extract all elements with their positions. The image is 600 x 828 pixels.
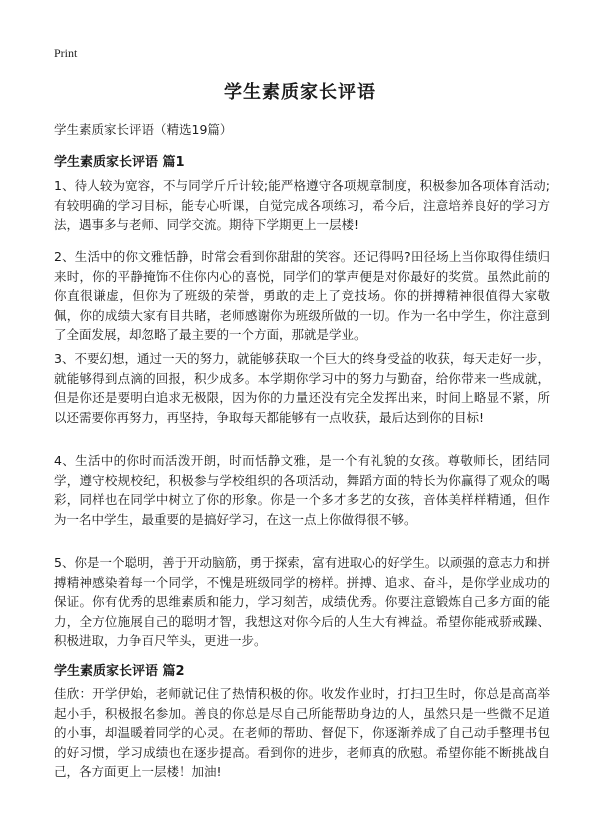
paragraph: 4、生活中的你时而活泼开朗，时而恬静文雅，是一个有礼貌的女孩。尊敬师长，团结同学，遵守校规校纪，积极参与学校组织的各项活动，舞蹈方面的特长为你赢得了观众的喝彩，同样也在同学中树立了你的形象。你是一个多才多艺的女孩，音体美样样精通，但作为一名中学生，最重要的是搞好学习，在这一点上你做得很不够。 — [54, 453, 550, 527]
paragraph: 5、你是一个聪明，善于开动脑筋，勇于探索，富有进取心的好学生。以顽强的意志力和拼搏精神感染着每一个同学，不愧是班级同学的榜样。拼搏、追求、奋斗，是你学业成功的保证。你有优秀的思维素质和能力，学习刻苦，成绩优秀。你要注意锻炼自己多方面的能力，全方位施展自己的聪明才智，我想这对你今后的人生大有裨益。希望你能戒骄戒躁、积极进取，力争百尺竿头，更进一步。 — [54, 555, 550, 648]
paragraph: 佳欣：开学伊始，老师就记住了热情积极的你。收发作业时，打扫卫生时，你总是高高举起小手，积极报名参加。善良的你总是尽自己所能帮助身边的人，虽然只是一些微不足道的小事，却温暖着同学的心灵。在老师的帮助、督促下，你逐渐养成了自己动手整理书包的好习惯，学习成绩也在逐步提高。看到你的进步，老师真的欣慰。希望你能不断挑战自己，各方面更上一层楼！加油! — [54, 686, 550, 779]
paragraph: 3、不要幻想，通过一天的努力，就能够获取一个巨大的终身受益的收获，每天走好一步，就能够得到点滴的回报，积少成多。本学期你学习中的努力与勤奋，给你带来一些成就，但是你还是要明白追求无极限，因为你的力量还没有完全发挥出来，时间上略显不紧，所以还需要你再努力，再坚持，争取每天都能够有一点收获，最后达到你的目标! — [54, 351, 550, 425]
document-subtitle: 学生素质家长评语（精选19篇） — [54, 122, 233, 137]
section-heading-2: 学生素质家长评语 篇2 — [54, 664, 185, 679]
print-link[interactable]: Print — [54, 46, 78, 60]
section-heading-1: 学生素质家长评语 篇1 — [54, 155, 185, 170]
page-title: 学生素质家长评语 — [224, 82, 376, 103]
paragraph: 2、生活中的你文雅恬静，时常会看到你甜甜的笑容。还记得吗?田径场上当你取得佳绩归来时，你的平静掩饰不住你内心的喜悦，同学们的掌声便是对你最好的奖赏。虽然此前的你直很谦虚，但你为了班级的荣誉，勇敢的走上了竞技场。你的拼搏精神很值得大家敬佩，你的成绩大家有目共睹，老师感谢你为班级所做的一切。作为一名中学生，你注意到了全面发展，却忽略了最主要的一个方面，那就是学业。 — [54, 249, 550, 342]
paragraph: 1、待人较为宽容，不与同学斤斤计较;能严格遵守各项规章制度，积极参加各项体育活动;有较明确的学习目标，能专心听课，自觉完成各项练习，希今后，注意培养良好的学习方法，遇事多与老师、同学交流。期待下学期更上一层楼! — [54, 178, 550, 232]
